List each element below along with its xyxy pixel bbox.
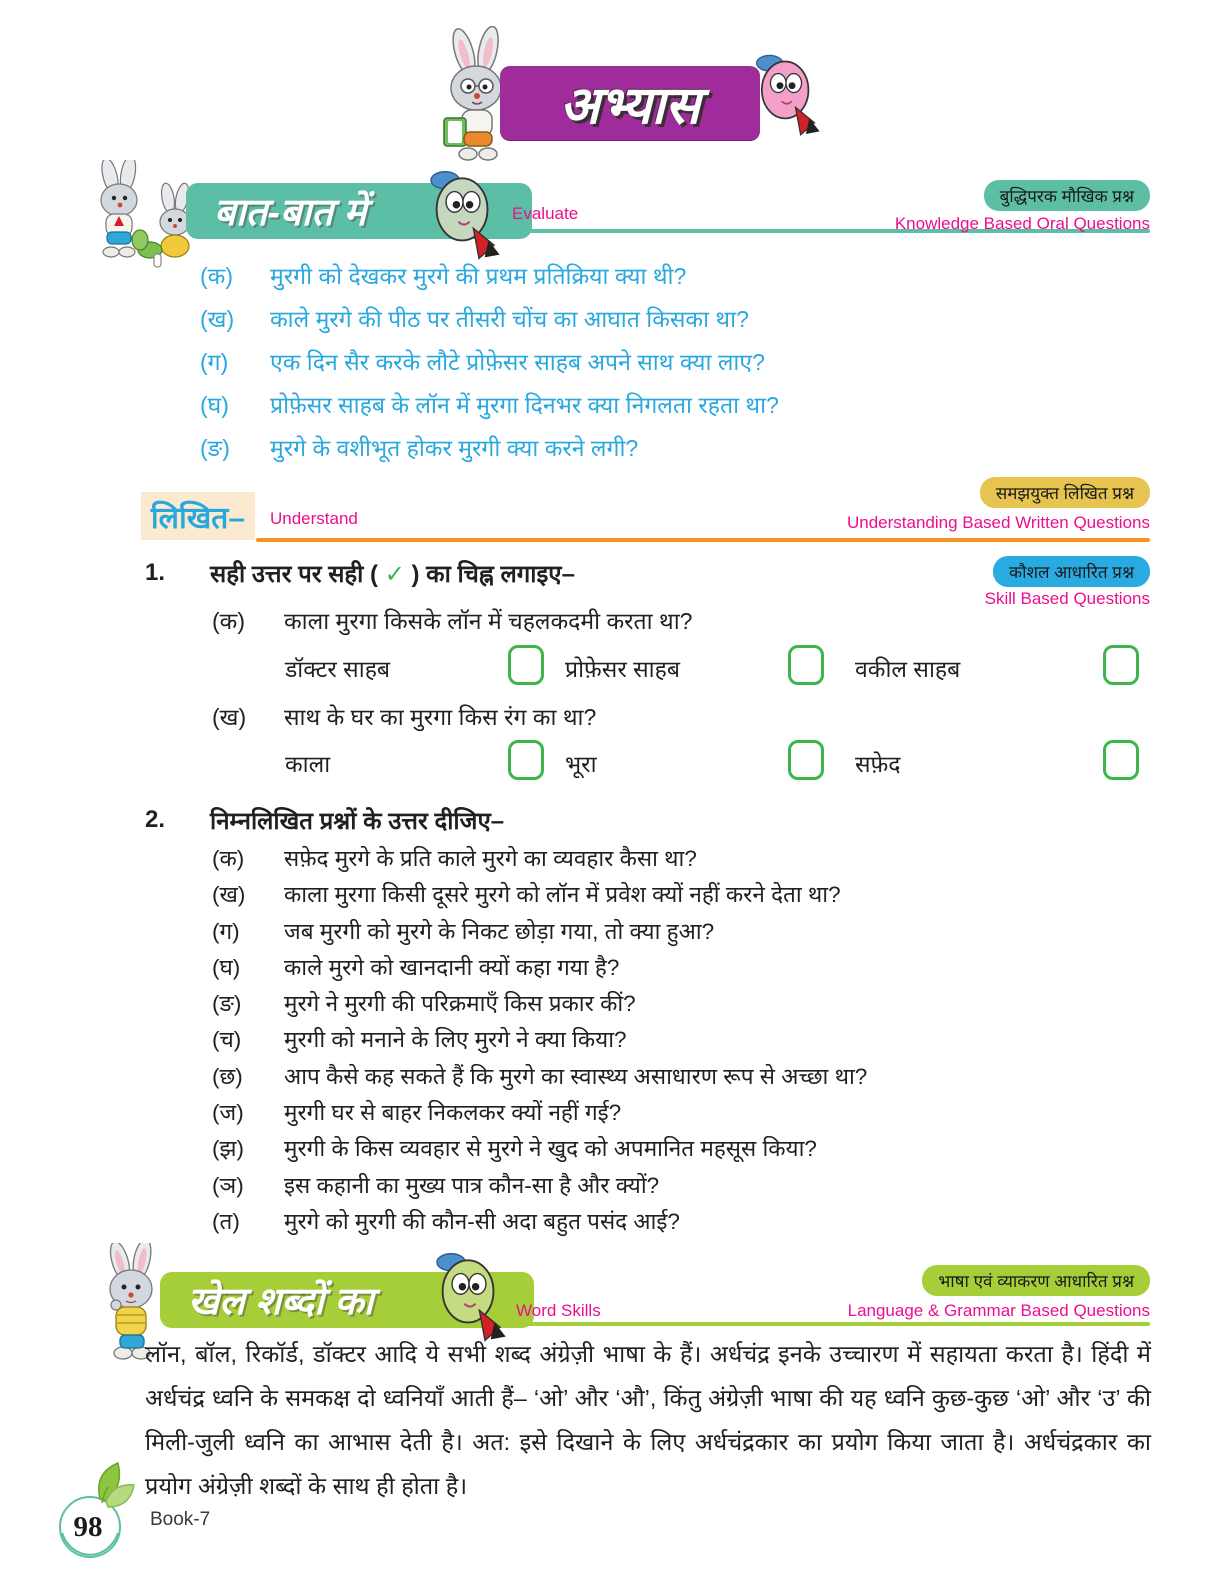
question-text: साथ के घर का मुरगा किस रंग का था? [284,704,597,730]
written-section-title: लिखित– [150,501,246,535]
practice-title: अभ्यास [559,76,701,135]
question-number: (ग) [212,918,240,944]
checkmark-glyph: ✓ [384,561,405,588]
question-text: एक दिन सैर करके लौटे प्रोफ़ेसर साहब अपने साथ क्या लाए? [270,349,765,375]
option-label: काला [285,751,331,777]
written-question [212,1022,1192,1058]
question-number: (छ) [212,1063,243,1089]
question-number: (क) [212,608,245,634]
answer-checkbox[interactable] [1103,645,1139,685]
written-question [212,1095,1192,1131]
question-number: (ख) [212,882,246,908]
written-badge-hindi: समझयुक्त लिखित प्रश्न [980,477,1150,508]
question1-number: 1. [145,559,166,586]
written-divider-line [256,538,1150,542]
written-badge-english: Understanding Based Written Questions [846,513,1150,532]
question-text: काला मुरगा किसके लॉन में चहलकदमी करता था? [284,608,693,634]
written-question [212,877,1192,913]
answer-checkbox[interactable] [1103,740,1139,780]
option-label: सफ़ेद [855,751,901,777]
question-text: मुरगे को मुरगी की कौन-सी अदा बहुत पसंद आई? [284,1208,680,1234]
oral-question [200,384,1160,427]
oral-question-list [200,255,1160,470]
mcq-options-row [0,740,1224,784]
oral-question [200,298,1160,341]
mcq-options-row [0,645,1224,689]
oral-question [200,255,1160,298]
question-number: (ख) [212,704,247,730]
question-number: (ख) [200,306,235,332]
question-text: प्रोफ़ेसर साहब के लॉन में मुरगा दिनभर क्या निगलता रहता था? [270,392,779,418]
written-question [212,950,1192,986]
written-question-list [212,841,1192,1240]
question-number: (घ) [200,392,229,418]
question1-title-post: ) का चिह्न लगाइए– [404,561,575,588]
skill-badge-english: Skill Based Questions [984,589,1150,608]
practice-header-banner [500,66,760,140]
oral-badge-english: Knowledge Based Oral Questions [894,214,1150,233]
question-number: (च) [212,1027,242,1053]
question-text: इस कहानी का मुख्य पात्र कौन-सा है और क्यों? [284,1172,660,1198]
oral-section-title: बात-बात में [214,192,367,234]
question-number: (ङ) [212,991,242,1017]
question-number: (ग) [200,349,229,375]
question-text: मुरगे ने मुरगी की परिक्रमाएँ किस प्रकार कीं? [284,991,636,1017]
question-text: मुरगी घर से बाहर निकलकर क्यों नहीं गई? [284,1100,622,1126]
option-label: डॉक्टर साहब [285,656,391,682]
oral-badge-hindi: बुद्धिपरक मौखिक प्रश्न [984,180,1150,211]
option-label: प्रोफ़ेसर साहब [565,656,680,682]
question2-title: निम्नलिखित प्रश्नों के उत्तर दीजिए– [210,808,505,835]
question-number: (क) [212,846,245,871]
written-question [212,1059,1192,1095]
answer-checkbox[interactable] [508,645,544,685]
word-skills-badge-english: Language & Grammar Based Questions [847,1301,1150,1320]
evaluate-tag: Evaluate [512,204,579,223]
question-number: (झ) [212,1136,244,1162]
question2-number: 2. [145,806,166,833]
question-text: काला मुरगा किसी दूसरे मुरगे को लॉन में प्रवेश क्यों नहीं करने देता था? [284,882,841,908]
question-number: (ञ) [212,1172,244,1198]
question-text: मुरगी को देखकर मुरगे की प्रथम प्रतिक्रिया क्या थी? [270,263,687,289]
understand-tag: Understand [270,509,358,528]
option-label: भूरा [565,751,597,777]
word-skills-paragraph: लॉन, बॉल, रिकॉर्ड, डॉक्टर आदि ये सभी शब्द अंग्रेज़ी भाषा के हैं। अर्धचंद्र इनके उच्चारण में सहायता करता है। हिंदी में अर्धचंद्र ध्वनि के समकक्ष दो ध्वनियाँ आती हैं– ‘ओ’ और ‘औ’, किंतु अंग्रेज़ी भाषा की यह ध्वनि कुछ-कुछ ‘ओ’ और ‘उ’ की मिली-जुली ध्वनि का आभास देती है। अत: इसे दिखाने के लिए अर्धचंद्रकार का प्रयोग किया जाता है। अर्धचंद्रकार का प्रयोग अंग्रेज़ी शब्दों के साथ ही होता है। [145,1341,1151,1499]
question-number: (घ) [212,954,241,980]
word-skills-badge-hindi: भाषा एवं व्याकरण आधारित प्रश्न [922,1265,1150,1296]
oral-question [200,427,1160,470]
question-text: मुरगी को मनाने के लिए मुरगे ने क्या किया? [284,1027,627,1053]
question-number: (ज) [212,1100,244,1126]
written-question [212,986,1192,1022]
question-text: सफ़ेद मुरगे के प्रति काले मुरगे का व्यवहार कैसा था? [284,846,697,871]
question-text: आप कैसे कह सकते हैं कि मुरगे का स्वास्थ्य असाधारण रूप से अच्छा था? [284,1063,868,1089]
question-number: (त) [212,1208,240,1234]
written-section-banner [141,492,255,540]
question-number: (क) [200,263,233,289]
question1-title-pre: सही उत्तर पर सही ( [210,561,385,588]
pencil-mascot-green-icon [422,168,504,264]
question-text: काले मुरगे को खानदानी क्यों कहा गया है? [284,954,620,980]
word-skills-tag: Word Skills [516,1301,601,1320]
question-text: मुरगे के वशीभूत होकर मुरगी क्या करने लगी? [270,435,639,461]
pencil-mascot-pink-icon [748,52,824,140]
two-rabbits-illustration [80,160,202,272]
skill-badge-hindi: कौशल आधारित प्रश्न [993,556,1150,587]
mcq-question [212,604,692,636]
oral-question [200,341,1160,384]
option-label: वकील साहब [855,656,961,682]
question-text: काले मुरगे की पीठ पर तीसरी चोंच का आघात किसका था? [270,306,749,332]
mcq-question [212,700,596,732]
written-question [212,1168,1192,1204]
written-question [212,841,1192,877]
answer-checkbox[interactable] [508,740,544,780]
word-skills-section-title: खेल शब्दों का [188,1281,374,1323]
question-text: जब मुरगी को मुरगे के निकट छोड़ा गया, तो क्या हुआ? [284,918,715,944]
question-number: (ङ) [200,435,230,461]
question1-title [210,557,575,590]
written-question [212,914,1192,950]
written-question [212,1131,1192,1167]
word-skills-divider-line [506,1322,1150,1326]
book-label: Book-7 [150,1509,211,1530]
answer-checkbox[interactable] [788,645,824,685]
answer-checkbox[interactable] [788,740,824,780]
page-number: 98 [73,1511,103,1543]
question-text: मुरगी के किस व्यवहार से मुरगे ने खुद को अपमानित महसूस किया? [284,1136,817,1162]
written-question [212,1204,1192,1240]
